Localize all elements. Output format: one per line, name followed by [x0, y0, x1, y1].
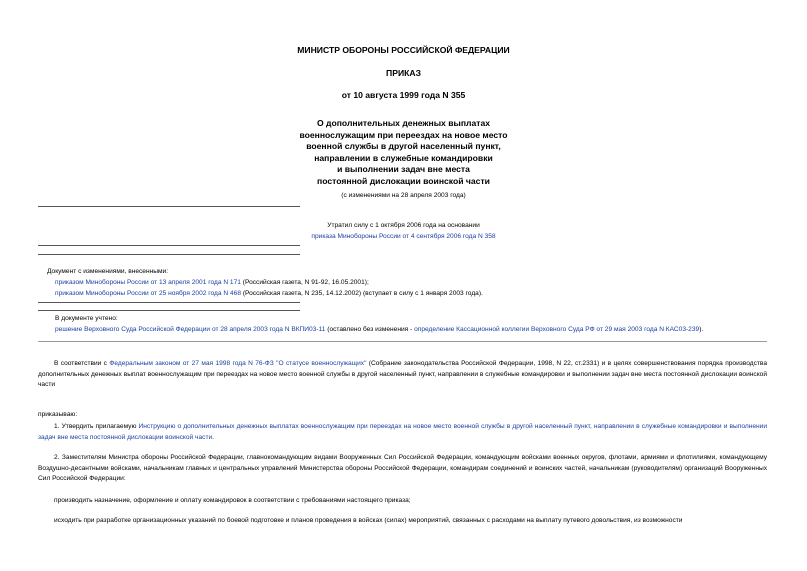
considered-end: ).: [699, 326, 704, 333]
preamble-start: В соответствии с: [54, 360, 110, 367]
considered-item: [55, 325, 703, 335]
title-line: направлении в служебные командировки: [314, 152, 493, 163]
title-line: О дополнительных денежных выплатах: [316, 118, 491, 128]
validity-text: Утратил силу с 1 октября 2006 года на основании: [327, 222, 480, 229]
change-source: (Российская газета, N 235, 14.12.2002) (вступает в силу с 1 января 2003 года).: [240, 290, 483, 297]
order-word: приказываю:: [38, 411, 78, 418]
item-2a-paragraph: [38, 496, 767, 507]
item-1-start: 1. Утвердить прилагаемую: [54, 423, 139, 430]
item-1-paragraph: [38, 422, 767, 443]
ministry-heading: МИНИСТР ОБОРОНЫ РОССИЙСКОЙ ФЕДЕРАЦИИ: [297, 45, 510, 55]
change-item: [55, 278, 369, 288]
doc-type-heading: ПРИКАЗ: [386, 68, 421, 78]
item-1-end: .: [212, 433, 214, 441]
preamble-rest: (Собрание законодательства Российской Федерации, 1998, N 22, ст.2331) и в целях совершенствования порядка производства дополнительных денежных выплат военнослужащим при переездах на новое место военной службы в другой населенный пункт, направлении в служебные командировки и выполнении задач вне места постоянной дислокации воинской части: [38, 360, 768, 389]
divider: [38, 310, 300, 311]
title-line: военной службы в другой населенный пункт,: [306, 141, 501, 151]
change-item: [55, 289, 483, 299]
court-decision-link[interactable]: решение Верховного Суда Российской Федерации от 28 апреля 2003 года N ВКПИ03-11: [55, 326, 326, 333]
divider: [38, 341, 767, 342]
preamble-paragraph: [38, 359, 767, 391]
document-title: [0, 118, 807, 187]
item-2-paragraph: [38, 453, 767, 485]
item-2b-paragraph: [38, 516, 767, 527]
date-number-heading: от 10 августа 1999 года N 355: [341, 90, 466, 100]
considered-middle: (оставлено без изменения -: [325, 326, 415, 333]
instruction-link[interactable]: Инструкцию о дополнительных денежных выплатах военнослужащим при переездах на новое место военной службы в другой населенный пункт, направлении в служебные командировки и выполнении задач вне места постоянной дислокации воинской части: [38, 423, 767, 441]
divider: [38, 302, 300, 303]
federal-law-link[interactable]: Федеральным законом от 27 мая 1998 года N 76-ФЗ: [109, 360, 274, 367]
considered-label: В документе учтено:: [55, 315, 118, 322]
title-line: постоянной дислокации воинской части: [317, 175, 490, 186]
item-2b-text: исходить при разработке организационных указаний по боевой подготовке и планов проведения в войсках (силах) мероприятий, связанных с расходами на выплату путевого довольствия, из возможности: [54, 517, 683, 524]
changes-label: Документ с изменениями, внесенными:: [47, 268, 169, 275]
amendment-note: (с изменениями на 28 апреля 2003 года): [341, 192, 466, 199]
item-2-text: 2. Заместителям Министра обороны Российской Федерации, главнокомандующим видами Вооруженных Сил Российской Федерации, командующим войсками военных округов, флотами, армиями и флотилиями, командующему Воздушно-десантными войсками, начальникам главных и центральных управлений Министерства обороны Российской Федерации, командирам соединений и воинских частей, начальникам (руководителям) организаций Вооруженных Сил Российской Федерации:: [38, 454, 767, 483]
validity-link[interactable]: приказа Минобороны России от 4 сентября 2006 года N 358: [311, 233, 496, 240]
title-line: военнослужащим при переездах на новое место: [299, 129, 508, 140]
cassation-link[interactable]: определение Кассационной коллегии Верховного Суда РФ от 29 мая 2003 года N КАС03-239: [414, 326, 700, 333]
divider: [38, 245, 300, 246]
title-line: и выполнении задач вне места: [337, 164, 470, 174]
change-link[interactable]: приказом Минобороны России от 25 ноября 2002 года N 468: [55, 290, 241, 297]
law-title-link[interactable]: "О статусе военнослужащих": [276, 360, 367, 367]
item-2a-text: производить назначение, оформление и оплату командировок в соответствии с требованиями настоящего приказа;: [54, 497, 411, 504]
change-source: (Российская газета, N 91-92, 16.05.2001);: [240, 279, 369, 286]
change-link[interactable]: приказом Минобороны России от 13 апреля 2001 года N 171: [55, 279, 241, 286]
divider: [38, 254, 300, 255]
divider: [38, 206, 300, 207]
